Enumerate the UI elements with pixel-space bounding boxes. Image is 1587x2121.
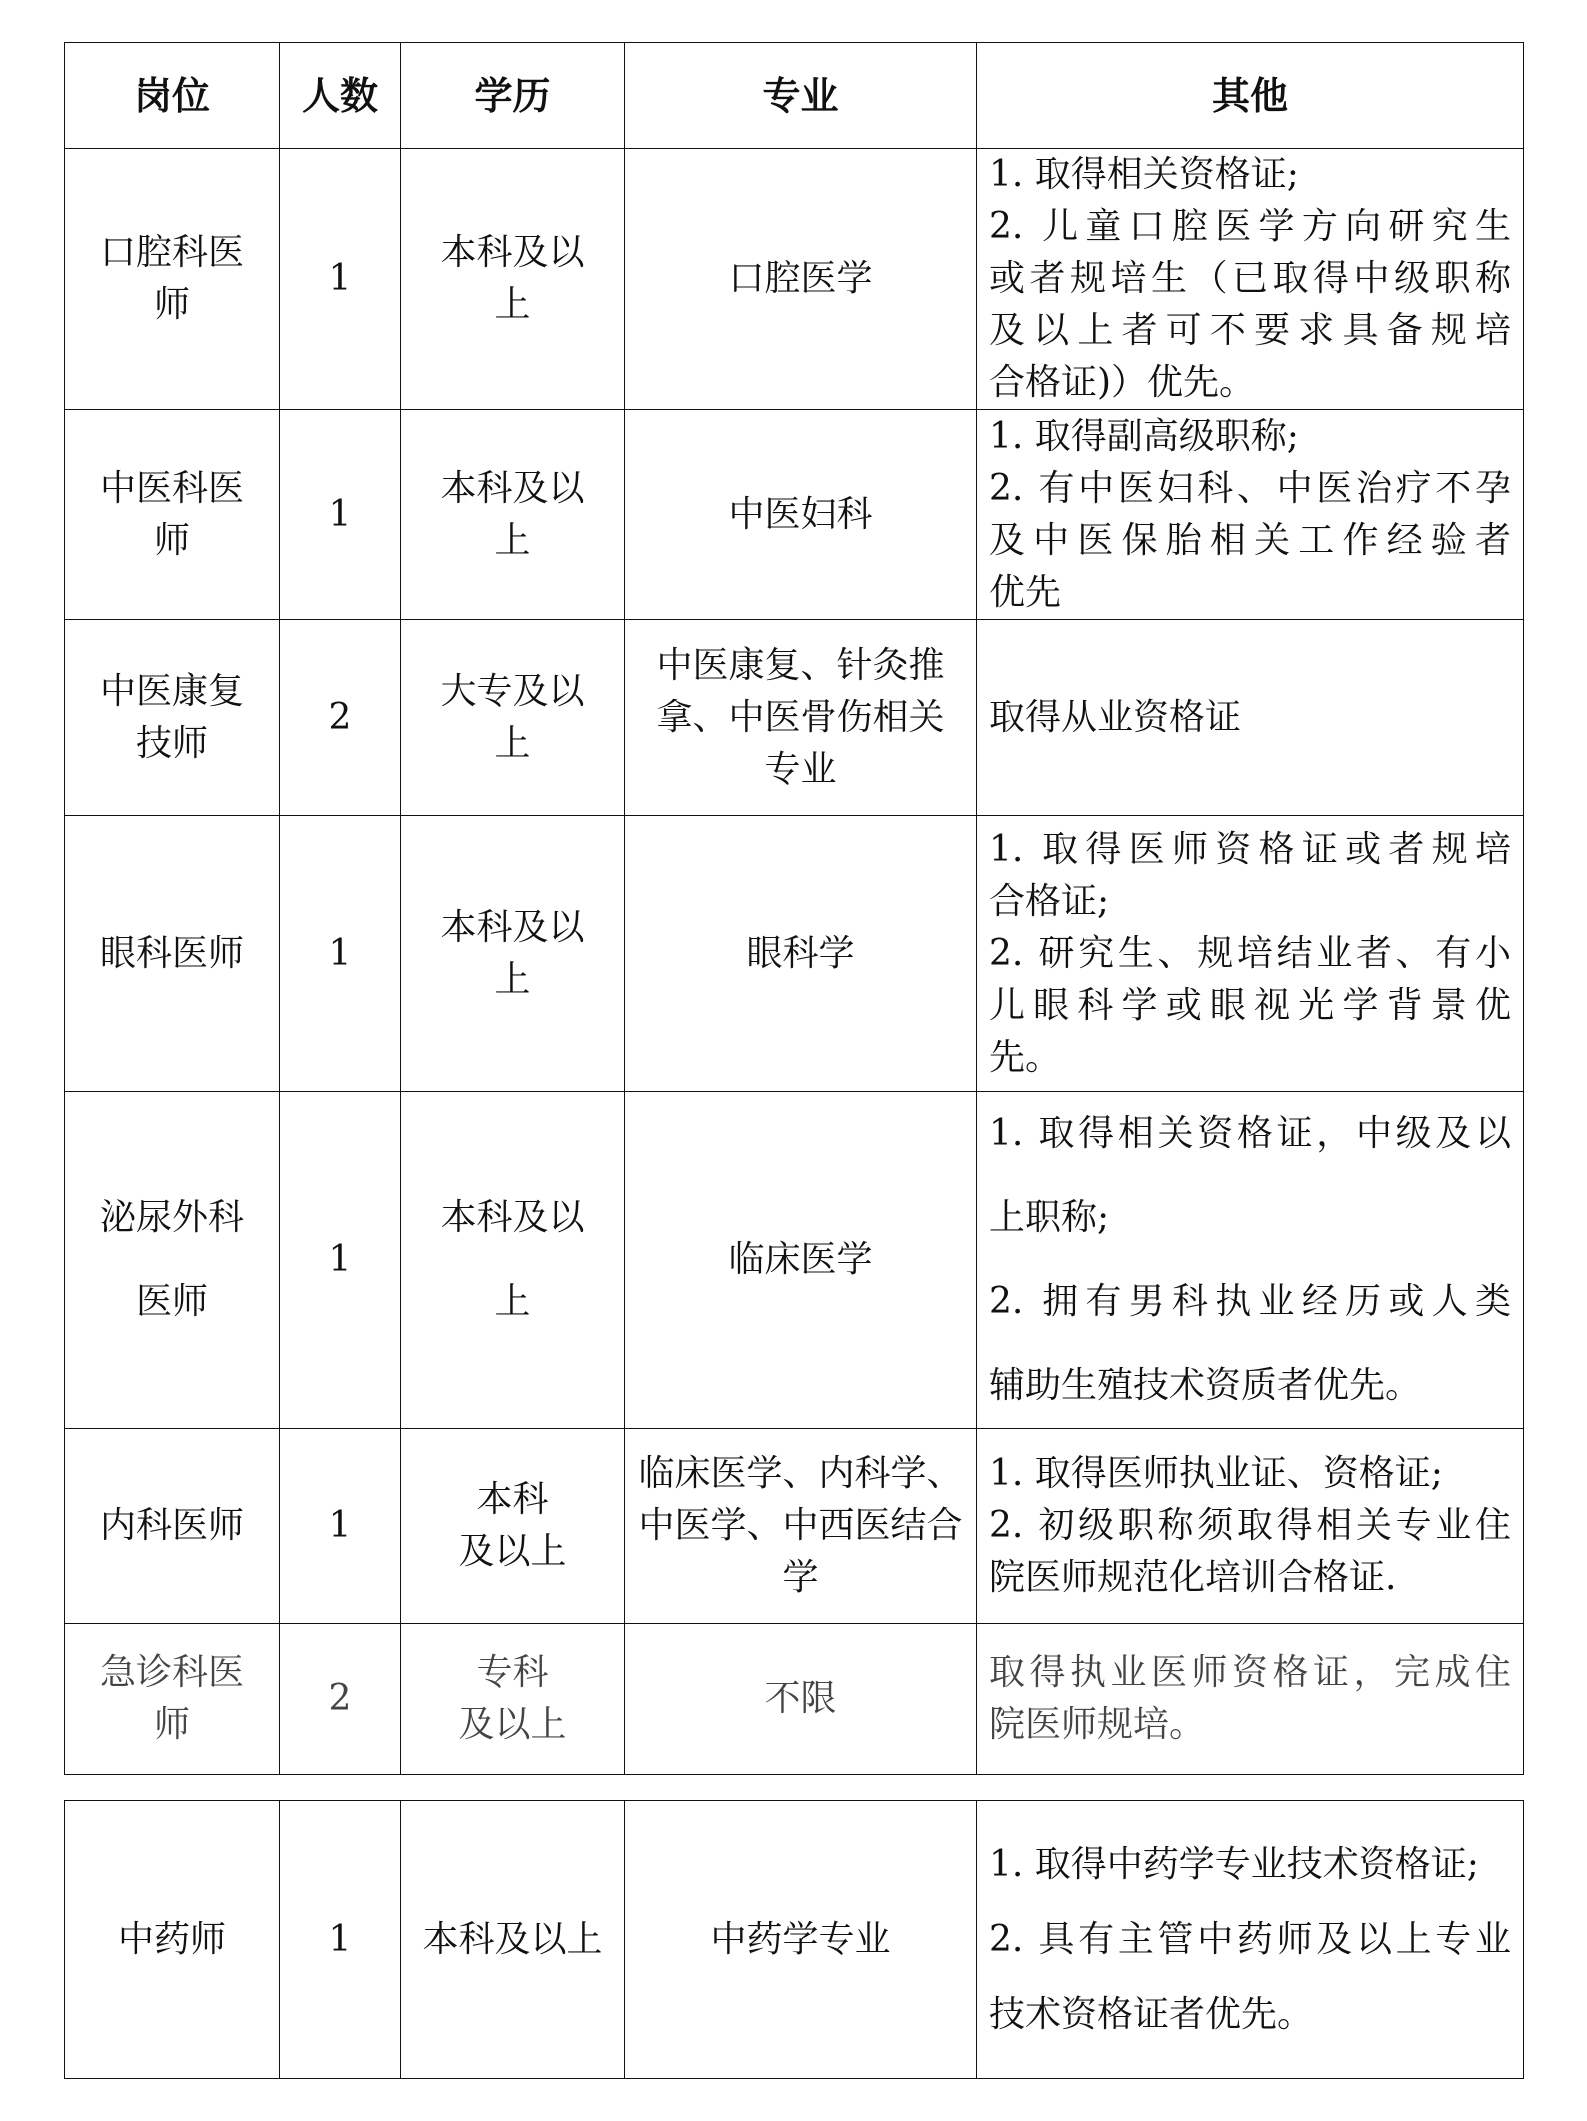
major-line: 中医妇科 (728, 493, 873, 535)
education-line: 本科及以 (440, 1197, 585, 1238)
recruitment-table (64, 42, 1524, 1775)
major-line: 中医学、中西医结合 (638, 1505, 963, 1546)
other-line: 儿眼科学或眼视光学背景优 (989, 984, 1511, 1026)
other-line: 2. 拥有男科执业经历或人类 (989, 1281, 1511, 1322)
major-cell (625, 149, 977, 410)
education-line: 及以上 (458, 1531, 567, 1572)
count-cell: 1 (280, 816, 401, 1092)
education-line: 上 (494, 284, 531, 325)
other-cell (977, 410, 1524, 620)
major-cell (625, 410, 977, 620)
major-cell (625, 1429, 977, 1624)
other-line: 及以上者可不要求具备规培 (989, 310, 1511, 351)
education-line: 上 (494, 519, 531, 561)
education-line: 本科及以 (440, 906, 585, 948)
table-row (65, 1624, 1524, 1775)
major-cell (625, 1801, 977, 2079)
position-cell (65, 410, 280, 620)
position-line: 技师 (135, 722, 208, 764)
major-line: 临床医学、内科学、 (638, 1453, 963, 1494)
education-line: 本科及以上 (422, 1918, 603, 1960)
other-cell (977, 1801, 1524, 2079)
major-line: 拿、中医骨伤相关 (656, 696, 945, 738)
position-line: 口腔科医 (99, 232, 244, 273)
other-line: 或者规培生（已取得中级职称 (989, 258, 1511, 299)
other-line: 1. 取得中药学专业技术资格证; (989, 1844, 1479, 1885)
table-row (65, 1092, 1524, 1429)
other-cell (977, 1092, 1524, 1429)
education-line: 专科 (476, 1652, 549, 1693)
recruitment-table-continued (64, 1800, 1524, 2079)
table-row (65, 1801, 1524, 2079)
table-row (65, 1429, 1524, 1624)
header-other: 其他 (977, 43, 1524, 149)
other-line: 合格证)）优先。 (989, 362, 1256, 403)
position-line: 中医科医 (99, 467, 244, 509)
education-cell (401, 410, 625, 620)
other-line: 技术资格证者优先。 (989, 1994, 1314, 2035)
education-line: 上 (494, 722, 531, 764)
education-cell (401, 1429, 625, 1624)
other-line: 2. 儿童口腔医学方向研究生 (989, 206, 1511, 247)
major-line: 学 (782, 1557, 819, 1598)
other-cell (977, 620, 1524, 816)
major-cell (625, 1624, 977, 1775)
position-line: 内科医师 (99, 1505, 244, 1546)
education-line: 上 (494, 1281, 531, 1322)
position-line: 师 (153, 1704, 190, 1745)
position-line: 师 (153, 284, 190, 325)
count-cell: 1 (280, 1801, 401, 2079)
other-line: 辅助生殖技术资质者优先。 (989, 1365, 1422, 1406)
table-row (65, 149, 1524, 410)
header-major: 专业 (625, 43, 977, 149)
other-line: 优先 (989, 571, 1062, 613)
education-cell (401, 1624, 625, 1775)
other-line: 及中医保胎相关工作经验者 (989, 519, 1511, 561)
major-line: 专业 (764, 748, 837, 790)
other-line: 先。 (989, 1036, 1062, 1078)
education-line: 本科及以 (440, 467, 585, 509)
other-line: 取得从业资格证 (989, 696, 1242, 738)
other-line: 取得执业医师资格证，完成住 (989, 1652, 1511, 1693)
other-line: 1. 取得相关资格证，中级及以 (989, 1113, 1511, 1154)
other-line: 1. 取得医师资格证或者规培 (989, 828, 1511, 870)
major-cell (625, 1092, 977, 1429)
other-line: 院医师规培。 (989, 1704, 1206, 1745)
position-line: 中药师 (117, 1918, 226, 1960)
education-cell (401, 1801, 625, 2079)
position-cell (65, 1801, 280, 2079)
position-line: 医师 (135, 1281, 208, 1322)
other-line: 1. 取得相关资格证; (989, 154, 1299, 195)
education-cell (401, 149, 625, 410)
education-cell (401, 1092, 625, 1429)
other-line: 1. 取得医师执业证、资格证; (989, 1453, 1443, 1494)
position-line: 师 (153, 519, 190, 561)
major-line: 中药学专业 (710, 1918, 891, 1960)
table-row (65, 816, 1524, 1092)
position-line: 急诊科医 (99, 1652, 244, 1693)
count-cell: 1 (280, 1092, 401, 1429)
header-row (65, 43, 1524, 149)
other-line: 上职称; (989, 1197, 1110, 1238)
position-cell (65, 1624, 280, 1775)
major-line: 不限 (764, 1678, 837, 1719)
position-cell (65, 1429, 280, 1624)
education-cell (401, 816, 625, 1092)
other-line: 2. 初级职称须取得相关专业住 (989, 1505, 1511, 1546)
other-cell (977, 1624, 1524, 1775)
table-row (65, 620, 1524, 816)
position-line: 中医康复 (99, 670, 244, 712)
position-cell (65, 620, 280, 816)
education-line: 大专及以 (440, 670, 585, 712)
other-cell (977, 1429, 1524, 1624)
count-cell: 1 (280, 1429, 401, 1624)
major-cell (625, 816, 977, 1092)
position-cell (65, 1092, 280, 1429)
other-line: 合格证; (989, 880, 1110, 922)
other-line: 1. 取得副高级职称; (989, 415, 1299, 457)
other-line: 院医师规范化培训合格证. (989, 1557, 1397, 1598)
other-line: 2. 有中医妇科、中医治疗不孕 (989, 467, 1511, 509)
major-line: 临床医学 (728, 1239, 873, 1280)
position-cell (65, 149, 280, 410)
other-line: 2. 研究生、规培结业者、有小 (989, 932, 1511, 974)
count-cell: 1 (280, 149, 401, 410)
major-line: 口腔医学 (728, 258, 873, 299)
major-line: 眼科学 (746, 932, 855, 974)
count-cell: 2 (280, 1624, 401, 1775)
other-cell (977, 149, 1524, 410)
table-row (65, 410, 1524, 620)
major-line: 中医康复、针灸推 (656, 644, 945, 686)
count-cell: 2 (280, 620, 401, 816)
count-cell: 1 (280, 410, 401, 620)
education-cell (401, 620, 625, 816)
position-line: 泌尿外科 (99, 1197, 244, 1238)
header-count: 人数 (280, 43, 401, 149)
header-education: 学历 (401, 43, 625, 149)
position-cell (65, 816, 280, 1092)
education-line: 本科 (476, 1479, 549, 1520)
other-cell (977, 816, 1524, 1092)
other-line: 2. 具有主管中药师及以上专业 (989, 1919, 1511, 1960)
education-line: 上 (494, 958, 531, 1000)
header-position: 岗位 (65, 43, 280, 149)
major-cell (625, 620, 977, 816)
position-line: 眼科医师 (99, 932, 244, 974)
education-line: 及以上 (458, 1704, 567, 1745)
education-line: 本科及以 (440, 232, 585, 273)
